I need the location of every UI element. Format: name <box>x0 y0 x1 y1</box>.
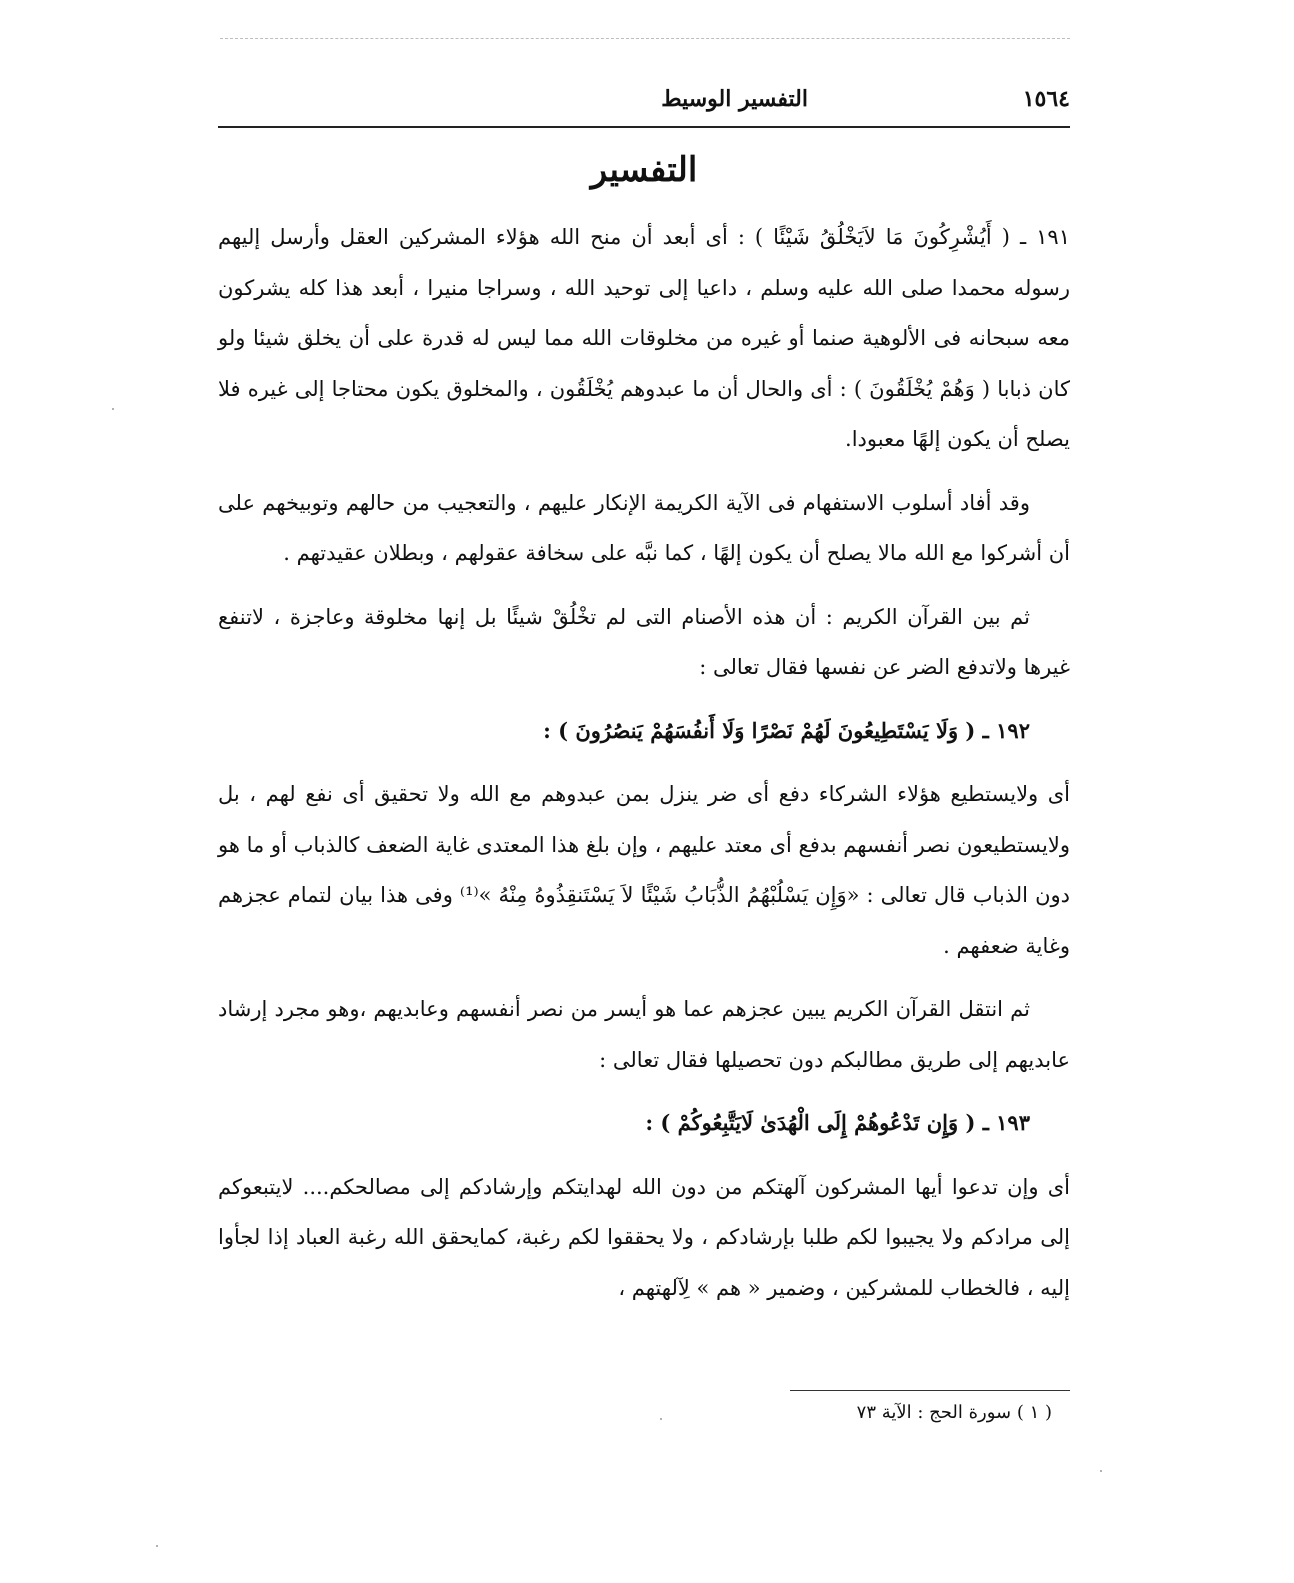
header-rule <box>218 126 1070 128</box>
paragraph-commentary-192: أى ولايستطيع هؤلاء الشركاء دفع أى ضر ينزل بمن عبدوهم مع الله ولا تحقيق أى نفع لهم ، بل ولايستطيعون نصر أنفسهم بدفع أى معتد عليهم ، وإن بلغ هذا المعتدى غاية الضعف كالذباب أو ما هو دون الذباب قال تعالى : «وَإِن يَسْلُبْهُمُ الذُّبَابُ شَيْئًا لاَ يَسْتَنقِذُوهُ مِنْهُ »⁽¹⁾ وفى هذا بيان لتمام عجزهم وغاية ضعفهم . <box>218 782 1070 958</box>
footnote: ( ١ ) سورة الحج : الآية ٧٣ <box>856 1402 1052 1423</box>
scan-speck <box>660 1418 662 1420</box>
section-title: التفسير <box>590 150 698 190</box>
page-header <box>218 86 1070 122</box>
paragraph-verse-191: ١٩١ ـ ( أَيُشْرِكُونَ مَا لاَيَخْلُقُ شَيْئًا ) : أى أبعد أن منح الله هؤلاء المشركين العقل وأرسل إليهم رسوله محمدا صلى الله عليه وسلم ، داعيا إلى توحيد الله ، وسراجا منيرا ، أبعد هذا كله يشركون معه سبحانه فى الألوهية صنما أو غيره من مخلوقات الله مما ليس له قدرة على أن يخلق شيئا ولو كان ذبابا ( وَهُمْ يُخْلَقُونَ ) : أى والحال أن ما عبدوهم يُخْلَقُون ، والمخلوق يكون محتاجا إلى غيره فلا يصلح أن يكون إلهًا معبودا. <box>218 225 1070 451</box>
verse-193: ١٩٣ ـ ( وَإِن تَدْعُوهُمْ إِلَى الْهُدَىٰ لَايَتَّبِعُوكُمْ ) : <box>645 1110 1030 1135</box>
running-title: التفسير الوسيط <box>661 86 808 112</box>
paragraph-asnam: ثم بين القرآن الكريم : أن هذه الأصنام التى لم تخْلُقْ شيئًا بل إنها مخلوقة وعاجزة ، لاتنفع غيرها ولاتدفع الضر عن نفسها فقال تعالى : <box>218 604 1070 679</box>
top-scan-line <box>220 38 1070 39</box>
verse-192: ١٩٢ ـ ( وَلَا يَسْتَطِيعُونَ لَهُمْ نَصْرًا وَلَا أَنفُسَهُمْ يَنصُرُونَ ) : <box>543 717 1030 743</box>
paragraph-transition: ثم انتقل القرآن الكريم يبين عجزهم عما هو أيسر من نصر أنفسهم وعابديهم ،وهو مجرد إرشاد عابديهم إلى طريق مطالبكم دون تحصيلها فقال تعالى : <box>218 997 1070 1072</box>
scan-speck <box>1100 1470 1102 1472</box>
paragraph-istifham: وقد أفاد أسلوب الاستفهام فى الآية الكريمة الإنكار عليهم ، والتعجيب من حالهم وتوبيخهم على أن أشركوا مع الله مالا يصلح أن يكون إلهًا ، كما نبَّه على سخافة عقولهم ، وبطلان عقيدتهم . <box>218 490 1070 565</box>
scan-speck <box>156 1545 158 1547</box>
footnote-rule <box>790 1390 1070 1391</box>
body-text <box>218 212 1070 1313</box>
scan-speck <box>112 408 114 410</box>
paragraph-commentary-193: أى وإن تدعوا أيها المشركون آلهتكم من دون الله لهدايتكم وإرشادكم إلى مصالحكم.... لايتبعوكم إلى مرادكم ولا يجيبوا لكم طلبا بإرشادكم ، ولا يحققوا لكم رغبة، كمايحقق الله رغبة العباد إذا لجأوا إليه ، فالخطاب للمشركين ، وضمير « هم » لِآلهتهم ، <box>218 1174 1070 1300</box>
page-number: ١٥٦٤ <box>1022 86 1070 112</box>
